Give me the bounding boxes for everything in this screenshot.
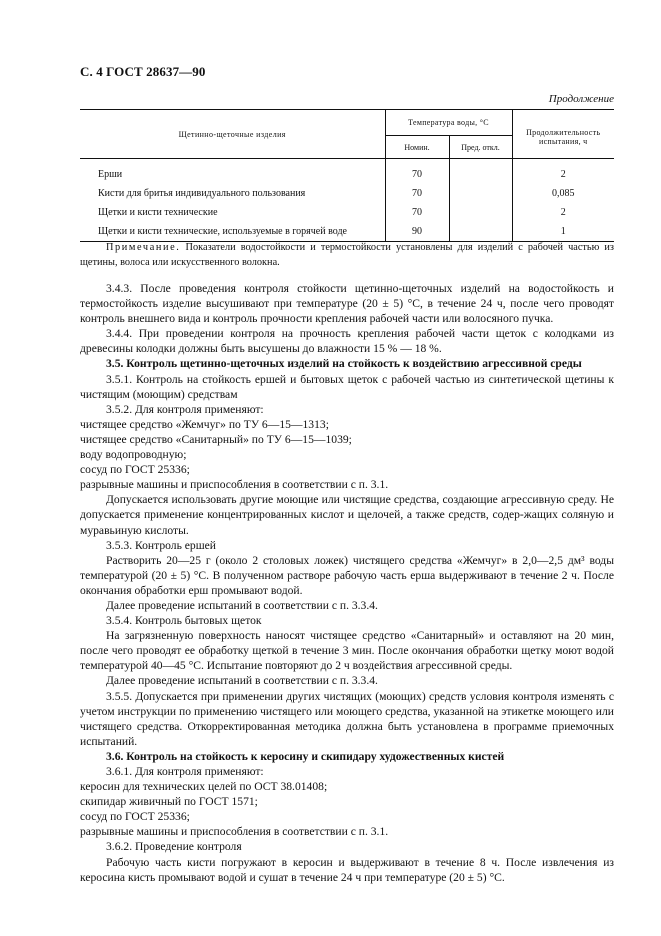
test-conditions-table	[80, 109, 614, 242]
table-cell-nominal: 70	[385, 184, 449, 203]
table-cell-product: Ерши	[80, 159, 385, 185]
list-item: чистящее средство «Жемчуг» по ТУ 6—15—1313;	[80, 417, 329, 431]
table-cell-deviation	[449, 222, 512, 242]
paragraph: 3.5.5. Допускается при применении других чистящих (моющих) средств условия контроля изменять с учетом инструкции по применению чистящего или моющего средства, указанной на этикетке моющего или чистящего средства. Откорректированная методика должна быть установлена в программе приемочных испытаний.	[80, 689, 614, 748]
table-cell-product: Щетки и кисти технические	[80, 203, 385, 222]
table-cell-nominal: 70	[385, 159, 449, 185]
paragraph: Допускается использовать другие моющие или чистящие средства, создающие агрессивную среду. Не допускается применение концентрированных кислот и щелочей, а также средств, содер-жащих соляную и муравьиную кислоты.	[80, 493, 614, 537]
table-cell-deviation	[449, 184, 512, 203]
table-cell-product: Кисти для бритья индивидуального пользования	[80, 184, 385, 203]
table-cell-deviation	[449, 159, 512, 185]
table-cell-duration: 2	[560, 207, 566, 218]
subsection-heading: 3.5.3. Контроль ершей	[106, 538, 216, 552]
list-item: воду водопроводную;	[80, 448, 187, 462]
table-cell-duration: 2	[560, 169, 566, 180]
table-cell-product: Щетки и кисти технические, используемые в горячей воде	[80, 222, 385, 242]
table-header-temperature: Температура воды, °С	[385, 110, 512, 136]
subsection-heading: 3.6.2. Проведение контроля	[106, 840, 242, 854]
table-row	[80, 222, 614, 242]
table-row	[80, 159, 614, 185]
page-header: С. 4 ГОСТ 28637—90	[80, 64, 206, 79]
list-item: чистящее средство «Санитарный» по ТУ 6—15—1039;	[80, 432, 352, 446]
list-item: сосуд по ГОСТ 25336;	[80, 463, 190, 477]
table-cell-nominal: 70	[385, 203, 449, 222]
section-heading: 3.5. Контроль щетинно-щеточных изделий на стойкость к воздействию агрессивной среды	[106, 357, 582, 371]
table-cell-duration: 1	[512, 222, 614, 242]
table-header-product: Щетинно-щеточные изделия	[80, 110, 385, 159]
list-item: керосин для технических целей по ОСТ 38.01408;	[80, 780, 328, 794]
paragraph: 3.5.1. Контроль на стойкость ершей и бытовых щеток с рабочей частью из синтетической щетины к чистящим (моющим) средствам	[80, 372, 614, 401]
paragraph: Далее проведение испытаний в соответствии с п. 3.3.4.	[106, 598, 378, 612]
paragraph: На загрязненную поверхность наносят чистящее средство «Санитарный» и оставляют на 20 мин, после чего проводят ее обработку щеткой в течение 3 мин. После окончания обработки щетку моют водой температурой 40—45 °С. Испытание повторяют до 2 ч воздействия агрессивной среды.	[80, 629, 614, 673]
list-item: скипидар живичный по ГОСТ 1571;	[80, 795, 258, 809]
section-heading: 3.6. Контроль на стойкость к керосину и скипидару художественных кистей	[106, 749, 505, 763]
table-header-deviation: Пред. откл.	[449, 136, 512, 159]
paragraph: Далее проведение испытаний в соответствии с п. 3.3.4.	[106, 674, 378, 688]
subsection-heading: 3.5.4. Контроль бытовых щеток	[106, 614, 262, 628]
note-text: Показатели водостойкости и термостойкости установлены для изделий с рабочей частью из щетины, волоса или искусственного волокна.	[80, 242, 614, 268]
paragraph: Растворить 20—25 г (около 2 столовых ложек) чистящего средства «Жемчуг» в 2,0—2,5 дм³ воды температурой (20 ± 5) °С. В полученном растворе рабочую часть ерша выдерживают в течение 2 ч. После окончания обработки ерш промывают водой.	[80, 553, 614, 597]
table-note	[80, 240, 614, 270]
paragraph: Рабочую часть кисти погружают в керосин и выдерживают в течение 8 ч. После извлечения из керосина кисть промывают водой и сушат в течение 24 ч при температуре (20 ± 5) °С.	[80, 855, 614, 884]
list-item: разрывные машины и приспособления в соответствии с п. 3.1.	[80, 478, 389, 492]
table-header-duration: Продолжительность испытания, ч	[512, 110, 614, 159]
paragraph: 3.4.3. После проведения контроля стойкости щетинно-щеточных изделий на водостойкость и термостойкость изделие высушивают при температуре (20 ± 5) °С, в течение 24 ч, после чего проводят контроль внешнего вида и контроль прочности крепления рабочей части или волосяного пучка.	[80, 282, 614, 326]
table-cell-duration: 0,085	[552, 188, 575, 199]
table-cell-nominal: 90	[385, 222, 449, 242]
paragraph: 3.5.2. Для контроля применяют:	[106, 402, 264, 416]
list-item: разрывные машины и приспособления в соответствии с п. 3.1.	[80, 825, 389, 839]
table-cell-deviation	[449, 203, 512, 222]
note-label: Примечание.	[106, 242, 181, 253]
document-body	[80, 281, 614, 885]
table-row	[80, 184, 614, 203]
paragraph: 3.6.1. Для контроля применяют:	[106, 765, 264, 778]
table-header-nominal: Номин.	[385, 136, 449, 159]
continuation-label: Продолжение	[548, 93, 614, 105]
table-row	[80, 203, 614, 222]
paragraph: 3.4.4. При проведении контроля на прочность крепления рабочей части щеток с колодками из древесины колодки должны быть высушены до влажности 15 % — 18 %.	[80, 327, 614, 356]
list-item: сосуд по ГОСТ 25336;	[80, 810, 190, 824]
